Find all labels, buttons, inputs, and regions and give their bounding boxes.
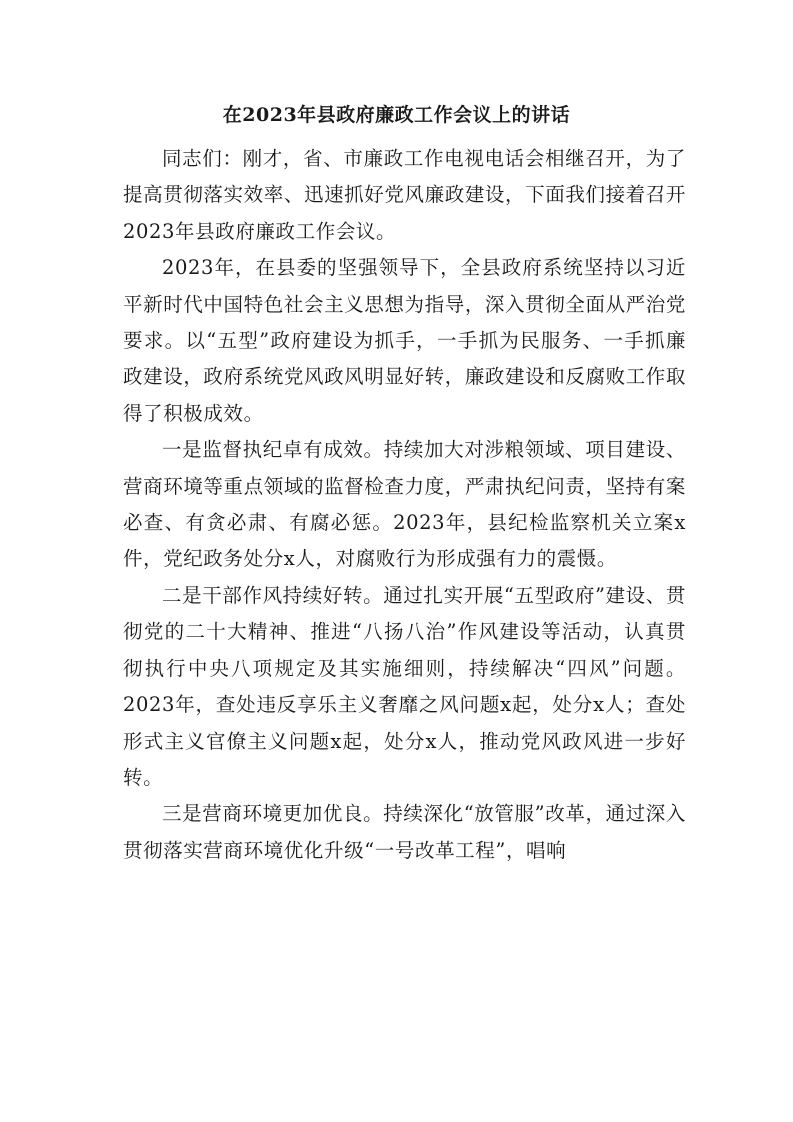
paragraph-point-two: 二是干部作风持续好转。通过扎实开展“五型政府”建设、贯彻党的二十大精神、推进“八扬八治”作风建设等活动，认真贯彻执行中央八项规定及其实施细则，持续解决“四风”问题。2023年，查处违反享乐主义奢靡之风问题x起，处分x人；查处形式主义官僚主义问题x起，处分x人，推动党风政风进一步好转。 — [123, 583, 686, 789]
document-title: 在2023年县政府廉政工作会议上的讲话 — [222, 104, 571, 126]
paragraph-overview: 2023年，在县委的坚强领导下，全县政府系统坚持以习近平新时代中国特色社会主义思想为指导，深入贯彻全面从严治党要求。以“五型”政府建设为抓手，一手抓为民服务、一手抓廉政建设，政府系统党风政风明显好转，廉政建设和反腐败工作取得了积极成效。 — [123, 256, 686, 425]
document-body — [123, 141, 686, 869]
paragraph-point-one: 一是监督执纪卓有成效。持续加大对涉粮领域、项目建设、营商环境等重点领域的监督检查力度，严肃执纪问责，坚持有案必查、有贪必肃、有腐必惩。2023年，县纪检监察机关立案x件，党纪政务处分x人，对腐败行为形成强有力的震慑。 — [123, 438, 686, 571]
paragraph-point-three: 三是营商环境更加优良。持续深化“放管服”改革，通过深入贯彻落实营商环境优化升级“一号改革工程”，唱响 — [123, 802, 686, 862]
paragraph-opening: 同志们：刚才，省、市廉政工作电视电话会相继召开，为了提高贯彻落实效率、迅速抓好党风廉政建设，下面我们接着召开2023年县政府廉政工作会议。 — [123, 147, 686, 243]
